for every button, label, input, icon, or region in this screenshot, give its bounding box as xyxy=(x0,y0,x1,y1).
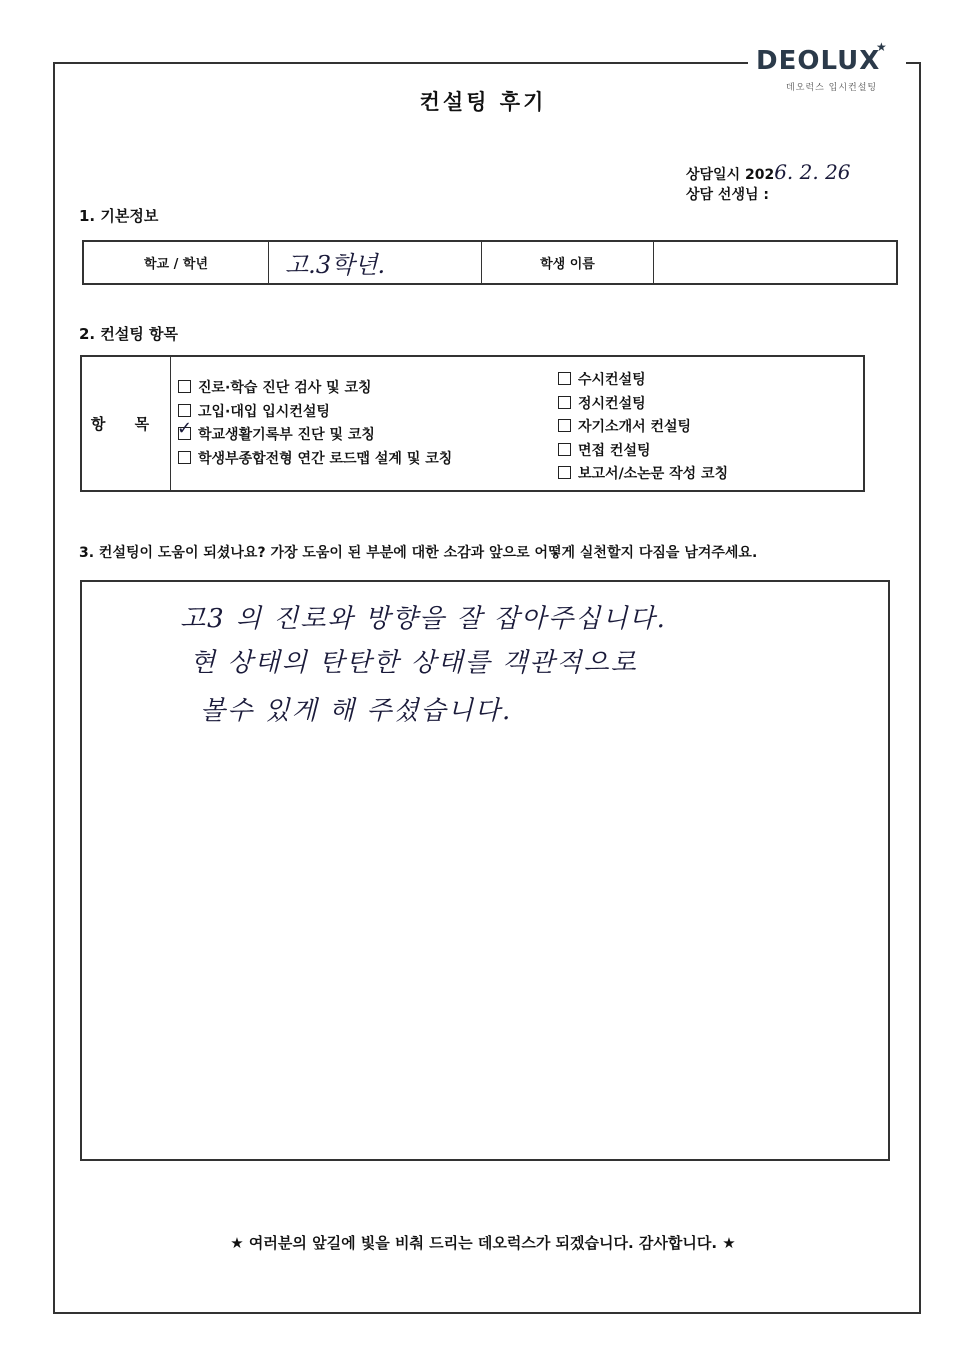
consult-date xyxy=(686,160,851,184)
feedback-line: 현 상태의 탄탄한 상태를 객관적으로 xyxy=(190,648,638,678)
basic-info-table xyxy=(82,240,898,285)
checklist-item[interactable]: 자기소개서 컨설팅 xyxy=(558,416,728,440)
student-label: 학생 이름 xyxy=(482,242,654,283)
school-value[interactable]: 고.3학년. xyxy=(269,242,482,283)
section3-heading: 3. 컨설팅이 도움이 되셨나요? 가장 도움이 된 부분에 대한 소감과 앞으로 어떻게 실천할지 다짐을 남겨주세요. xyxy=(79,545,758,561)
checkbox-icon[interactable] xyxy=(558,372,571,385)
footer-message: ★ 여러분의 앞길에 빛을 비춰 드리는 데오럭스가 되겠습니다. 감사합니다. ★ xyxy=(230,1234,736,1252)
star-icon: ★ xyxy=(876,40,887,54)
checkbox-icon[interactable] xyxy=(558,443,571,456)
checkbox-icon[interactable] xyxy=(178,380,191,393)
checkbox-icon[interactable] xyxy=(558,396,571,409)
checklist-item[interactable]: 고입·대입 입시컨설팅 xyxy=(178,401,452,425)
brand-subtitle: 데오럭스 입시컨설팅 xyxy=(786,83,878,93)
right-items xyxy=(558,369,728,487)
school-label: 학교 / 학년 xyxy=(84,242,269,283)
brand-logo: DEOLUX xyxy=(756,46,881,76)
checkbox-icon[interactable] xyxy=(178,404,191,417)
feedback-box[interactable] xyxy=(80,580,890,1161)
checkbox-icon[interactable] xyxy=(177,418,193,440)
items-label: 항 목 xyxy=(82,357,171,490)
checkbox-icon[interactable] xyxy=(558,419,571,432)
section1-heading: 1. 기본정보 xyxy=(79,207,159,225)
date-label: 상담일시 202 xyxy=(686,167,775,183)
check-mark-icon: ✓ xyxy=(177,418,193,440)
checklist-item[interactable]: 학생부종합전형 연간 로드맵 설계 및 코칭 xyxy=(178,448,452,472)
student-value[interactable] xyxy=(654,242,896,283)
checklist-item[interactable]: 정시컨설팅 xyxy=(558,393,728,417)
teacher-label: 상담 선생님 : xyxy=(686,187,769,203)
checkbox-icon[interactable] xyxy=(178,451,191,464)
left-items xyxy=(178,377,452,471)
checklist-item[interactable]: 진로·학습 진단 검사 및 코칭 xyxy=(178,377,452,401)
checkbox-icon[interactable] xyxy=(558,466,571,479)
checklist-item[interactable]: 보고서/소논문 작성 코칭 xyxy=(558,463,728,487)
feedback-line: 고3 의 진로와 방향을 잘 잡아주십니다. xyxy=(180,604,667,634)
section2-heading: 2. 컨설팅 항목 xyxy=(79,325,179,343)
date-value: 6. 2. 26 xyxy=(774,160,851,184)
checklist-item[interactable]: ✓ 학교생활기록부 진단 및 코칭 xyxy=(177,418,375,444)
checklist-item[interactable]: 수시컨설팅 xyxy=(558,369,728,393)
checklist-item[interactable]: 면접 컨설팅 xyxy=(558,440,728,464)
feedback-line: 볼수 있게 해 주셨습니다. xyxy=(200,696,513,726)
consulting-items-table xyxy=(80,355,865,492)
page-title: 컨설팅 후기 xyxy=(419,90,547,114)
